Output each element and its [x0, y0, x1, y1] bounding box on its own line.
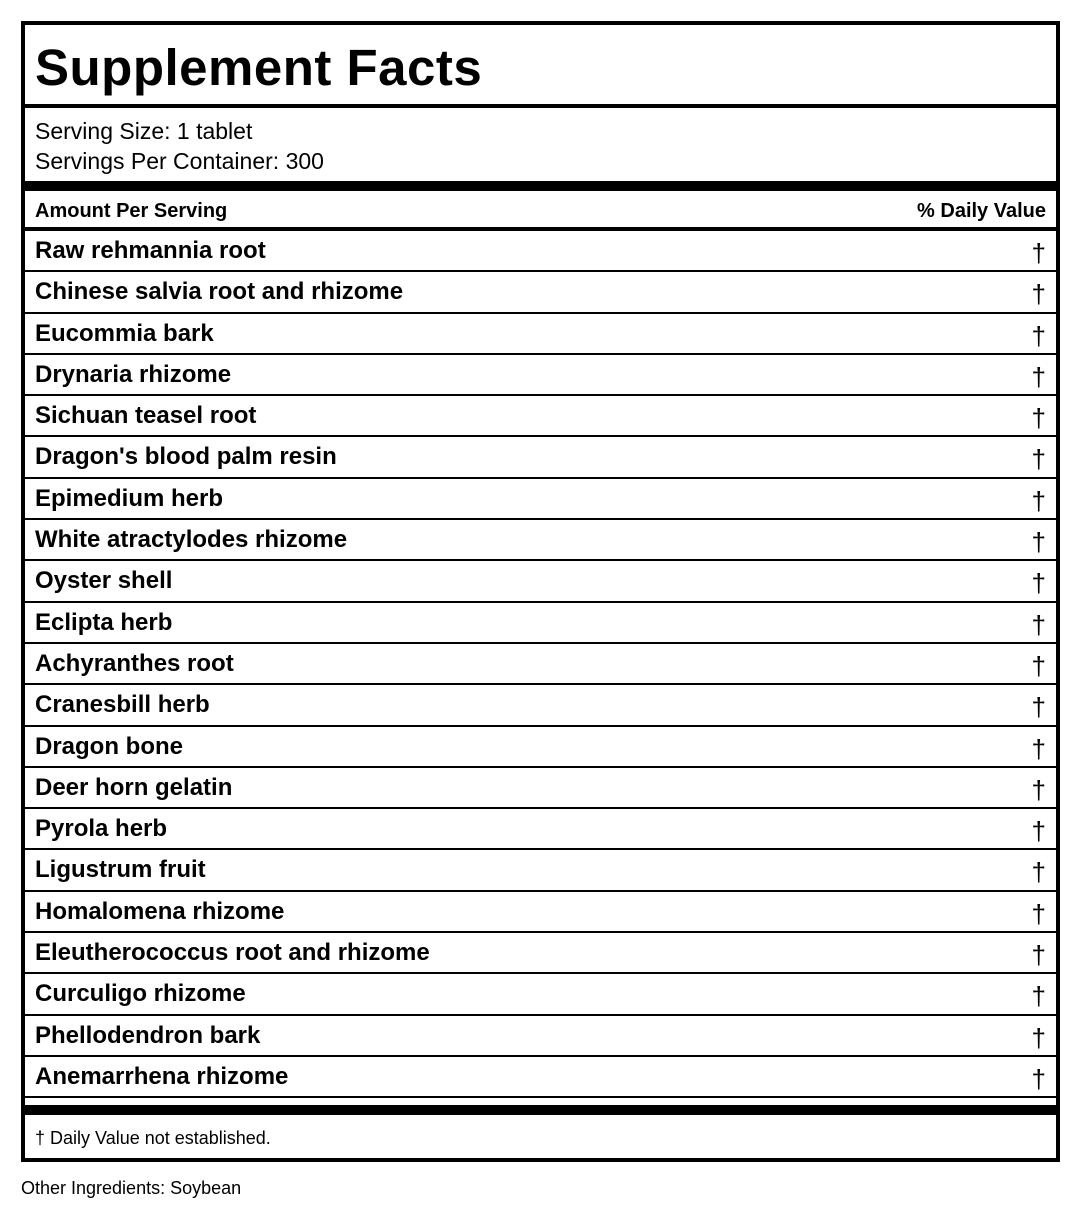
ingredient-name: Eclipta herb — [35, 608, 173, 636]
ingredient-name: Anemarrhena rhizome — [35, 1062, 289, 1090]
dagger-mark: † — [1031, 1022, 1046, 1053]
ingredient-row — [25, 685, 1056, 726]
ingredient-name: Raw rehmannia root — [35, 237, 266, 264]
dagger-mark: † — [1031, 692, 1046, 723]
ingredient-name: Deer horn gelatin — [35, 773, 233, 801]
amount-per-serving-header: Amount Per Serving — [35, 200, 228, 222]
serving-size: Serving Size: 1 tablet — [35, 118, 253, 144]
ingredient-name: Pyrola herb — [35, 815, 168, 843]
supplement-facts-panel — [21, 21, 1060, 1162]
ingredient-name: Phellodendron bark — [35, 1021, 261, 1049]
daily-value-header: % Daily Value — [917, 200, 1046, 222]
ingredient-row — [25, 355, 1056, 396]
ingredient-row — [25, 520, 1056, 561]
ingredient-row — [25, 727, 1056, 768]
ingredient-name: Homalomena rhizome — [35, 897, 285, 925]
ingredient-row — [25, 479, 1056, 520]
ingredient-name: Achyranthes root — [35, 649, 234, 677]
dagger-mark: † — [1031, 568, 1046, 599]
dagger-mark: † — [1031, 485, 1046, 516]
dagger-mark: † — [1031, 444, 1046, 475]
ingredient-name: Epimedium herb — [35, 484, 224, 512]
ingredient-row — [25, 850, 1056, 891]
dagger-mark: † — [1031, 403, 1046, 434]
ingredient-row — [25, 272, 1056, 313]
dagger-mark: † — [1031, 650, 1046, 681]
dagger-mark: † — [1031, 940, 1046, 971]
dagger-mark: † — [1031, 527, 1046, 558]
ingredient-name: Ligustrum fruit — [35, 856, 206, 884]
dagger-mark: † — [1031, 857, 1046, 888]
ingredient-name: Drynaria rhizome — [35, 360, 232, 388]
title-block — [25, 25, 1056, 108]
ingredient-row — [25, 644, 1056, 685]
ingredient-row — [25, 768, 1056, 809]
ingredient-name: Dragon's blood palm resin — [35, 443, 337, 471]
dagger-mark: † — [1031, 609, 1046, 640]
ingredient-row — [25, 809, 1056, 850]
dagger-mark: † — [1031, 361, 1046, 392]
dagger-mark: † — [1031, 320, 1046, 351]
ingredient-name: Cranesbill herb — [35, 691, 210, 719]
ingredient-row — [25, 1057, 1056, 1098]
serving-info — [25, 108, 1056, 191]
column-header-row — [25, 191, 1056, 231]
thick-divider — [25, 1105, 1056, 1115]
dagger-mark: † — [1031, 981, 1046, 1012]
ingredient-name: White atractylodes rhizome — [35, 526, 348, 554]
servings-per-container: Servings Per Container: 300 — [35, 148, 324, 174]
ingredient-row — [25, 603, 1056, 644]
ingredient-row — [25, 892, 1056, 933]
ingredient-name: Chinese salvia root and rhizome — [35, 278, 404, 306]
ingredient-name: Eucommia bark — [35, 319, 214, 347]
dagger-mark: † — [1031, 816, 1046, 847]
ingredient-name: Eleutherococcus root and rhizome — [35, 939, 430, 967]
dagger-mark: † — [1031, 279, 1046, 310]
ingredient-row — [25, 1016, 1056, 1057]
ingredient-row — [25, 974, 1056, 1015]
ingredient-name: Curculigo rhizome — [35, 980, 246, 1008]
ingredient-name: Sichuan teasel root — [35, 402, 257, 430]
dagger-mark: † — [1031, 774, 1046, 805]
daily-value-footnote: † Daily Value not established. — [35, 1128, 271, 1148]
other-ingredients: Other Ingredients: Soybean — [21, 1178, 242, 1198]
ingredient-name: Dragon bone — [35, 732, 183, 760]
ingredient-row — [25, 437, 1056, 478]
ingredient-list — [25, 231, 1056, 1098]
ingredient-row — [25, 231, 1056, 272]
dagger-mark: † — [1031, 733, 1046, 764]
panel-title: Supplement Facts — [35, 39, 483, 96]
ingredient-row — [25, 933, 1056, 974]
dagger-mark: † — [1031, 1063, 1046, 1094]
ingredient-name: Oyster shell — [35, 567, 173, 595]
ingredient-row — [25, 396, 1056, 437]
ingredient-row — [25, 314, 1056, 355]
dagger-mark: † — [1031, 238, 1046, 268]
ingredient-row — [25, 561, 1056, 602]
dagger-mark: † — [1031, 898, 1046, 929]
